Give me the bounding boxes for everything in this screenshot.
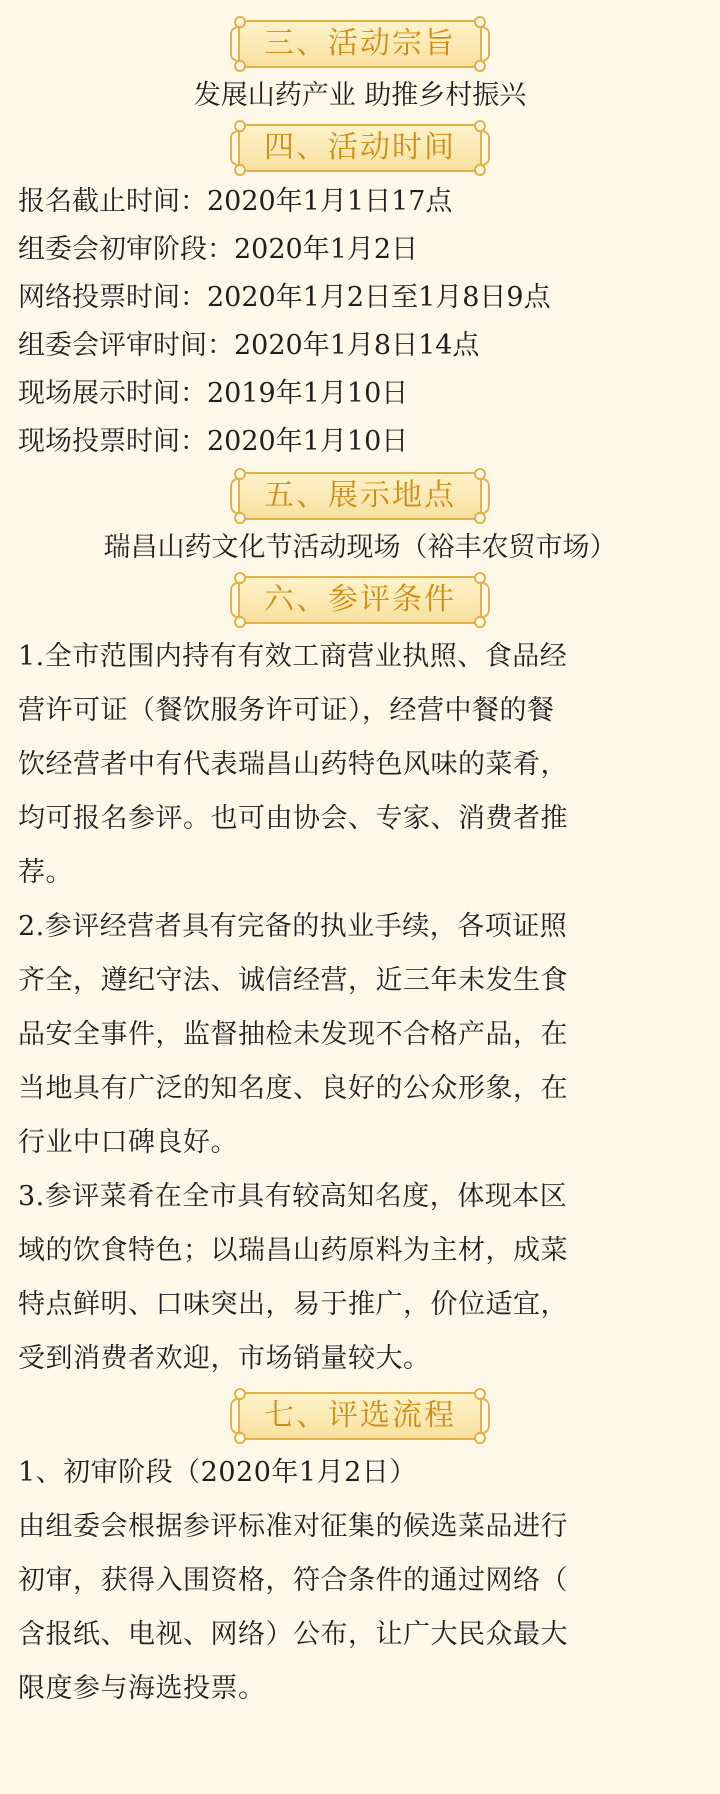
ornament-corner-icon — [474, 616, 486, 628]
paragraph-line: 营许可证（餐饮服务许可证），经营中餐的餐 — [18, 695, 555, 726]
section-7-heading-wrap — [0, 1392, 720, 1440]
section-5-heading-wrap — [0, 472, 720, 520]
paragraph-line: 受到消费者欢迎，市场销量较大。 — [18, 1343, 431, 1374]
ornament-corner-icon — [474, 164, 486, 176]
ornament-corner-icon — [474, 512, 486, 524]
ornament-corner-icon — [474, 60, 486, 72]
section-3-heading — [238, 20, 482, 68]
section-7-heading — [238, 1392, 482, 1440]
schedule-item: 现场投票时间：2020年1月10日 — [18, 426, 409, 457]
paragraph-line: 荐。 — [18, 857, 73, 888]
ornament-corner-icon — [474, 572, 486, 584]
ornament-corner-icon — [474, 1388, 486, 1400]
paragraph-line: 由组委会根据参评标准对征集的候选菜品进行 — [18, 1511, 568, 1542]
ornament-corner-icon — [234, 512, 246, 524]
section-5-heading-text: 五、展示地点 — [264, 478, 456, 513]
ornament-corner-icon — [234, 572, 246, 584]
section-4-heading-text: 四、活动时间 — [264, 130, 456, 165]
paragraph-line: 特点鲜明、口味突出，易于推广，价位适宜， — [18, 1289, 568, 1320]
schedule-item: 组委会评审时间：2020年1月8日14点 — [18, 330, 480, 361]
paragraph-line: 齐全，遵纪守法、诚信经营，近三年未发生食 — [18, 965, 568, 996]
ornament-corner-icon — [234, 468, 246, 480]
ornament-corner-icon — [234, 120, 246, 132]
process-subheading: 1、初审阶段（2020年1月2日） — [18, 1457, 417, 1488]
schedule-item: 报名截止时间：2020年1月1日17点 — [18, 186, 453, 217]
section-6-heading — [238, 576, 482, 624]
section-4-heading-wrap — [0, 124, 720, 172]
ornament-corner-icon — [234, 164, 246, 176]
paragraph-line: 初审，获得入围资格，符合条件的通过网络（ — [18, 1565, 568, 1596]
ornament-corner-icon — [234, 60, 246, 72]
section-6-heading-text: 六、参评条件 — [264, 582, 456, 617]
paragraph-line: 域的饮食特色；以瑞昌山药原料为主材，成菜 — [18, 1235, 568, 1266]
section-3-heading-wrap — [0, 20, 720, 68]
ornament-corner-icon — [234, 616, 246, 628]
ornament-corner-icon — [234, 1432, 246, 1444]
paragraph-line: 饮经营者中有代表瑞昌山药特色风味的菜肴， — [18, 749, 568, 780]
paragraph-line: 3.参评菜肴在全市具有较高知名度，体现本区 — [18, 1181, 568, 1212]
section-5-text: 瑞昌山药文化节活动现场（裕丰农贸市场） — [103, 532, 617, 563]
paragraph-line: 1.全市范围内持有有效工商营业执照、食品经 — [18, 641, 568, 672]
criteria-paragraph-3 — [0, 1170, 720, 1386]
paragraph-line: 品安全事件，监督抽检未发现不合格产品，在 — [18, 1019, 568, 1050]
ornament-corner-icon — [234, 1388, 246, 1400]
schedule-item: 现场展示时间：2019年1月10日 — [18, 378, 409, 409]
criteria-paragraph-2 — [0, 900, 720, 1170]
section-3-heading-text: 三、活动宗旨 — [264, 26, 456, 61]
section-7-heading-text: 七、评选流程 — [264, 1398, 456, 1433]
paragraph-line: 含报纸、电视、网络）公布，让广大民众最大 — [18, 1619, 568, 1650]
schedule-item: 网络投票时间：2020年1月2日至1月8日9点 — [18, 282, 551, 313]
section-5-heading — [238, 472, 482, 520]
section-4-heading — [238, 124, 482, 172]
paragraph-line: 行业中口碑良好。 — [18, 1127, 238, 1158]
ornament-corner-icon — [474, 16, 486, 28]
ornament-corner-icon — [474, 120, 486, 132]
criteria-paragraph-1 — [0, 630, 720, 900]
schedule-item: 组委会初审阶段：2020年1月2日 — [18, 234, 419, 265]
paragraph-line: 均可报名参评。也可由协会、专家、消费者推 — [18, 803, 568, 834]
paragraph-line: 限度参与海选投票。 — [18, 1673, 266, 1704]
ornament-corner-icon — [474, 1432, 486, 1444]
process-paragraph — [0, 1446, 720, 1716]
schedule-list — [0, 178, 720, 466]
ornament-corner-icon — [474, 468, 486, 480]
section-6-heading-wrap — [0, 576, 720, 624]
paragraph-line: 2.参评经营者具有完备的执业手续，各项证照 — [18, 911, 568, 942]
paragraph-line: 当地具有广泛的知名度、良好的公众形象，在 — [18, 1073, 568, 1104]
ornament-corner-icon — [234, 16, 246, 28]
section-3-text: 发展山药产业 助推乡村振兴 — [193, 80, 527, 111]
